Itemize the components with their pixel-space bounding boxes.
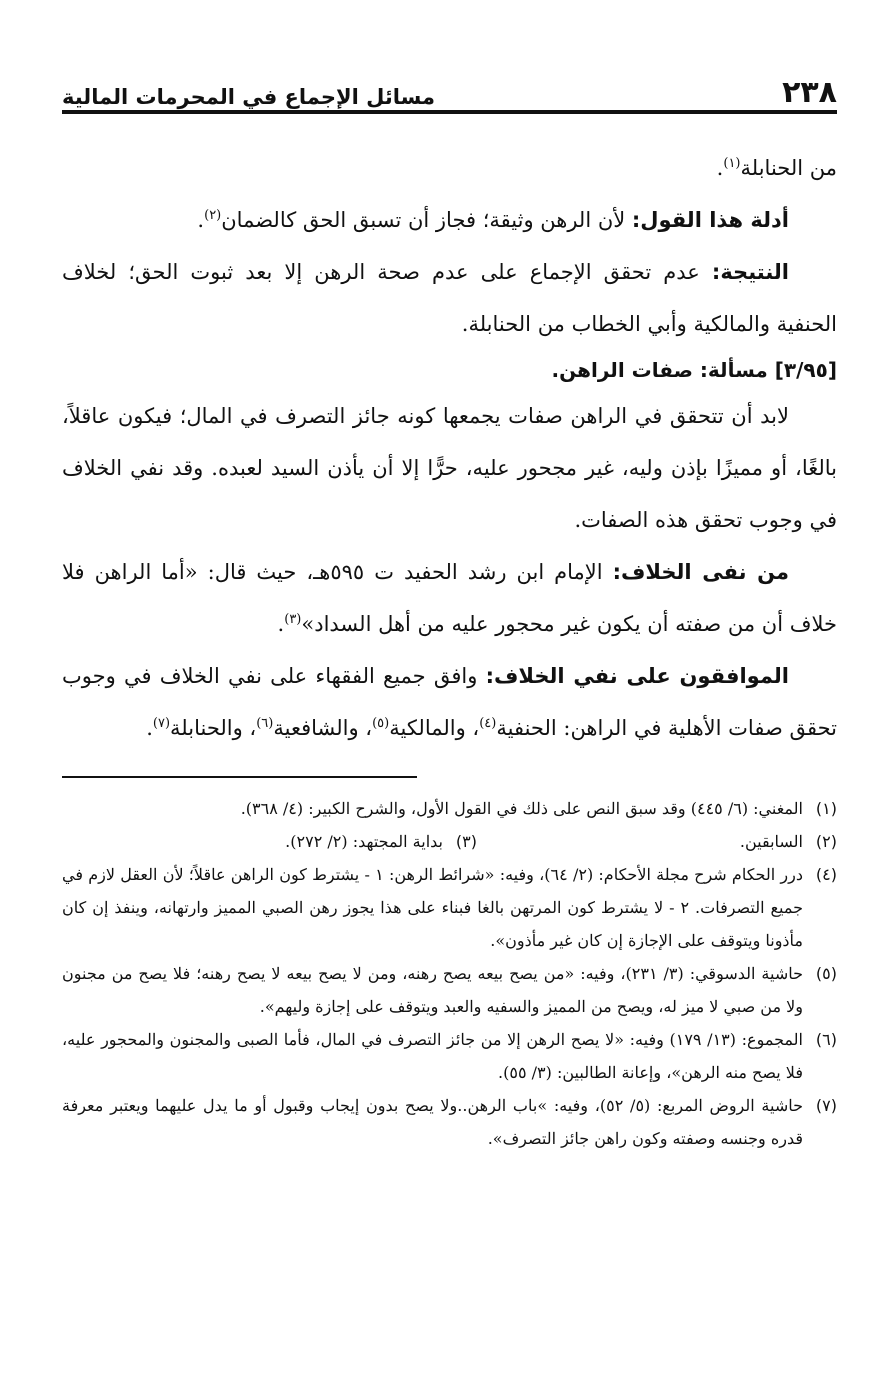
- paragraph-end: .: [277, 612, 285, 636]
- paragraph-text: ، والحنابلة: [170, 716, 257, 740]
- footnote-number: (٧): [815, 1096, 837, 1115]
- paragraph-end: .: [146, 716, 153, 740]
- paragraph-end: .: [197, 208, 205, 232]
- paragraph: [62, 546, 837, 650]
- footnote: [62, 792, 837, 825]
- paragraph: [62, 142, 837, 194]
- footnote-ref: (٥): [372, 716, 390, 731]
- paragraph: [62, 246, 837, 350]
- book-page: [62, 62, 837, 1155]
- footnote: [62, 957, 837, 1023]
- paragraph-text: لأن الرهن وثيقة؛ فجاز أن تسبق الحق كالضمان: [221, 208, 632, 232]
- footnote-ref: (٣): [284, 612, 302, 627]
- paragraph-label: النتيجة:: [711, 260, 789, 284]
- issue-heading: [٣/٩٥] مسألة: صفات الراهن.: [551, 358, 837, 382]
- paragraph-label: من نفى الخلاف:: [612, 560, 789, 584]
- running-title: مسائل الإجماع في المحرمات المالية: [62, 85, 435, 109]
- footnote-ref: (٢): [204, 208, 222, 223]
- footnote-number: (٦): [815, 1030, 837, 1049]
- paragraph-label: أدلة هذا القول:: [631, 208, 789, 232]
- footnote-number: (٤): [815, 865, 837, 884]
- paragraph-text: الإمام ابن رشد الحفيد ت ٥٩٥هـ، حيث قال: «أما الراهن فلا خلاف أن من صفته أن يكون غير محجور عليه من أهل السداد»: [62, 560, 837, 636]
- footnote-number: (٣): [455, 832, 477, 851]
- footnote-number: (١): [815, 799, 837, 818]
- footnote-ref: (٧): [152, 716, 171, 731]
- footnote: [117, 825, 477, 858]
- footnote-text: حاشية الروض المربع: (٥/ ٥٢)، وفيه: »باب الرهن..ولا يصح بدون إيجاب وقبول أو ما يدل عليهما ويعتبر معرفة قدره وجنسه وصفته وكون راهن جائز التصرف».: [62, 1096, 804, 1148]
- footnote-text: السابقين.: [739, 832, 803, 851]
- paragraph-text: وافق جميع الفقهاء على نفي الخلاف في وجوب تحقق صفات الأهلية في الراهن: الحنفية: [62, 664, 837, 740]
- footnote-ref: (٦): [256, 716, 274, 731]
- footnote-text: حاشية الدسوقي: (٣/ ٢٣١)، وفيه: «من يصح بيعه يصح رهنه، ومن لا يصح بيعه لا يصح رهنه؛ فلا يصح من مجنون ولا من صبي لا ميز له، ويصح من المميز والسفيه والعبد ويتوقف على إجازة وليهم».: [62, 964, 803, 1016]
- footnote-text: بداية المجتهد: (٢/ ٢٧٢).: [285, 832, 443, 851]
- paragraph: [62, 194, 837, 246]
- footnote: [477, 825, 837, 858]
- footnote: [62, 1023, 837, 1089]
- footnote-number: (٢): [815, 832, 837, 851]
- footnote-text: المجموع: (١٣/ ١٧٩) وفيه: «لا يصح الرهن إلا من جائز التصرف في المال، فأما الصبى والمجنون والمحجور عليه، فلا يصح منه الرهن»، وإعانة الطالبين: (٣/ ٥٥).: [62, 1030, 803, 1082]
- paragraph-text: لابد أن تتحقق في الراهن صفات يجمعها كونه جائز التصرف في المال؛ فيكون عاقلاً، بالغًا، أو مميزًا بإذن وليه، غير مجحور عليه، حرًّا إلا أن يأذن السيد لعبده. وقد نفي الخلاف في وجوب تحقق هذه الصفات.: [62, 404, 837, 532]
- footnote-divider: [62, 776, 417, 778]
- page-header: [62, 62, 837, 114]
- paragraph-text: ، والشافعية: [273, 716, 373, 740]
- page-number: ٢٣٨: [782, 75, 837, 110]
- paragraph: [62, 390, 837, 546]
- footnote: [62, 858, 837, 957]
- footnote: [62, 1089, 837, 1155]
- main-text: [62, 142, 837, 754]
- paragraph-end: .: [716, 156, 724, 180]
- paragraph-text: عدم تحقق الإجماع على عدم صحة الرهن إلا بعد ثبوت الحق؛ لخلاف الحنفية والمالكية وأبي الخطاب من الحنابلة.: [62, 260, 837, 336]
- footnote-number: (٥): [815, 964, 837, 983]
- footnote-text: المغني: (٦/ ٤٤٥) وقد سبق النص على ذلك في القول الأول، والشرح الكبير: (٤/ ٣٦٨).: [240, 799, 803, 818]
- paragraph-text: من الحنابلة: [740, 156, 837, 180]
- paragraph-label: الموافقون على نفي الخلاف:: [485, 664, 789, 688]
- footnote-ref: (١): [723, 156, 741, 171]
- paragraph: [62, 650, 837, 754]
- footnote-row: [62, 825, 837, 858]
- footnotes: [62, 792, 837, 1155]
- paragraph-text: ، والمالكية: [389, 716, 480, 740]
- footnote-text: درر الحكام شرح مجلة الأحكام: (٢/ ٦٤)، وفيه: «شرائط الرهن: ١ - يشترط كون الراهن عاقلاً؛ لأن العقل لازم في جميع التصرفات. ٢ - لا يشترط كون المرتهن بالغا فبناء على هذا يجوز رهن الصبي المميز وارتهانه، وينفذ إن كان مأذونا ويتوقف على الإجازة إن كان غير مأذون».: [62, 865, 804, 950]
- footnote-ref: (٤): [479, 716, 497, 731]
